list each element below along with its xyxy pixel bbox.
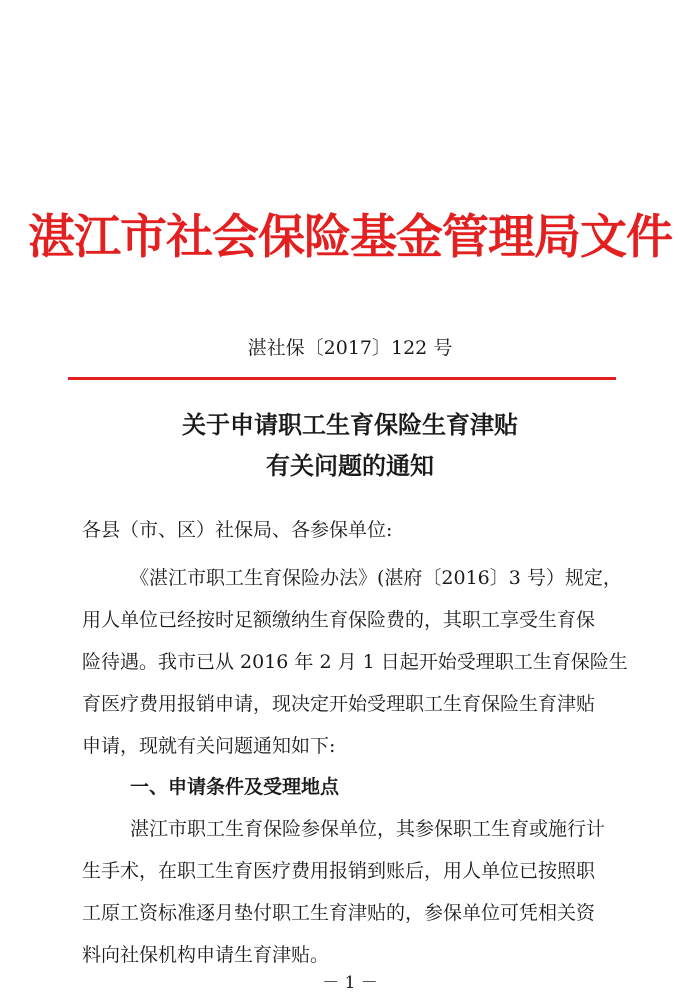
page-number: － 1 － (322, 973, 378, 993)
paragraph-1-line: 用人单位已经按时足额缴纳生育保险费的，其职工享受生育保 (82, 609, 596, 631)
paragraph-1-line: 《湛江市职工生育保险办法》(湛府〔2016〕3 号）规定， (130, 567, 622, 589)
notice-title-line-2: 有关问题的通知 (266, 452, 434, 480)
notice-title-line-1: 关于申请职工生育保险生育津贴 (182, 411, 518, 439)
section-1-heading: 一、申请条件及受理地点 (130, 776, 340, 798)
paragraph-1-line: 险待遇。我市已从 2016 年 2 月 1 日起开始受理职工生育保险生 (82, 651, 628, 673)
document-number: 湛社保〔2017〕122 号 (247, 337, 453, 359)
salutation: 各县（市、区）社保局、各参保单位: (82, 519, 393, 541)
paragraph-2-line: 料向社保机构申请生育津贴。 (82, 944, 330, 966)
red-divider-line (68, 377, 616, 380)
agency-header-title: 湛江市社会保险基金管理局文件 (28, 210, 672, 265)
paragraph-1-line: 申请，现就有关问题通知如下: (82, 735, 336, 757)
paragraph-2-line: 生手术，在职工生育医疗费用报销到账后，用人单位已按照职 (82, 860, 596, 882)
paragraph-2-line: 工原工资标准逐月垫付职工生育津贴的，参保单位可凭相关资 (82, 902, 596, 924)
paragraph-2-line: 湛江市职工生育保险参保单位，其参保职工生育或施行计 (130, 818, 606, 840)
paragraph-1-line: 育医疗费用报销申请，现决定开始受理职工生育保险生育津贴 (82, 693, 596, 715)
